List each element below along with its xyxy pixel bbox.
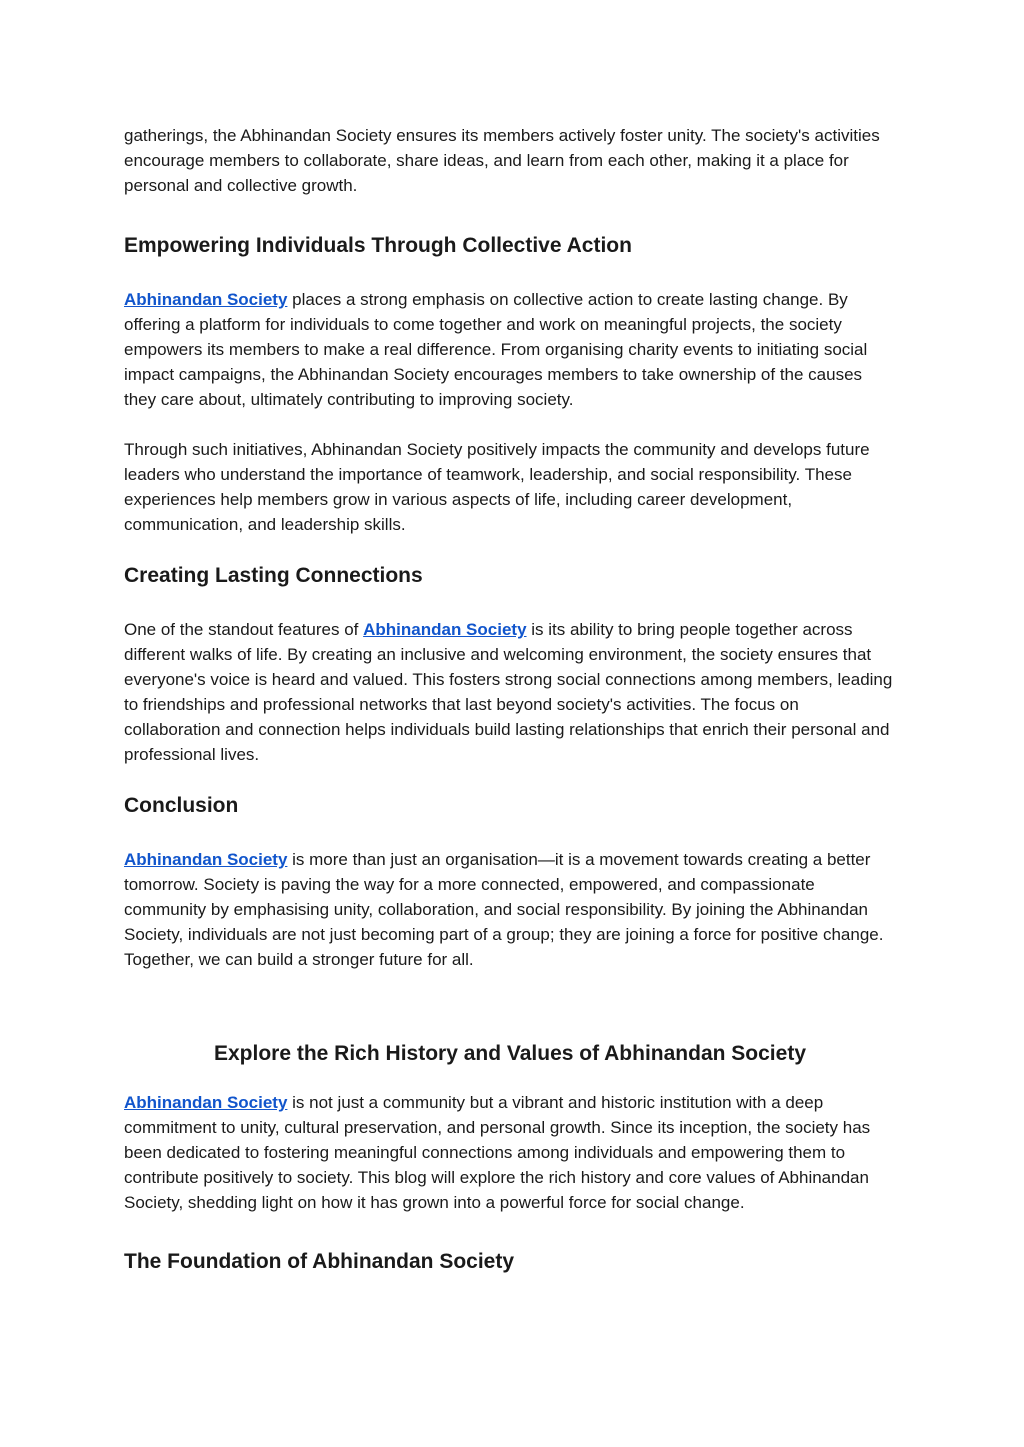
conclusion-paragraph [124,847,896,972]
article-title: Explore the Rich History and Values of Abhinandan Society [213,1042,806,1065]
abhinandan-society-link[interactable]: Abhinandan Society [124,1093,288,1112]
intro-paragraph: gatherings, the Abhinandan Society ensures its members actively foster unity. The society's activities encourage members to collaborate, share ideas, and learn from each other, making it a place for personal and collective growth. [124,126,880,195]
abhinandan-society-link[interactable]: Abhinandan Society [124,290,288,309]
connections-paragraph [124,617,896,767]
empowering-paragraph-1-text: places a strong emphasis on collective action to create lasting change. By offering a platform for individuals to come together and work on meaningful projects, the society empowers its members to make a real difference. From organising charity events to initiating social impact campaigns, the Abhinandan Society encourages members to take ownership of the causes they care about, ultimately contributing to improving society. [124,290,868,409]
heading-foundation: The Foundation of Abhinandan Society [124,1250,515,1273]
heading-connections: Creating Lasting Connections [124,564,423,587]
abhinandan-society-link[interactable]: Abhinandan Society [124,850,288,869]
empowering-paragraph-1 [124,287,896,412]
heading-empowering: Empowering Individuals Through Collective Action [124,234,632,257]
conclusion-paragraph-text: is more than just an organisation—it is a movement towards creating a better tomorrow. Society is paving the way for a more connected, empowered, and compassionate community by emphasising unity, collaboration, and social responsibility. By joining the Abhinandan Society, individuals are not just becoming part of a group; they are joining a force for positive change. Together, we can build a stronger future for all. [124,850,884,969]
empowering-paragraph-2: Through such initiatives, Abhinandan Society positively impacts the community and develops future leaders who understand the importance of teamwork, leadership, and social responsibility. These experiences help members grow in various aspects of life, including career development, communication, and leadership skills. [124,440,870,534]
abhinandan-society-link[interactable]: Abhinandan Society [363,620,527,639]
heading-conclusion: Conclusion [124,794,239,817]
history-paragraph-text: is not just a community but a vibrant and historic institution with a deep commitment to unity, cultural preservation, and personal growth. Since its inception, the society has been dedicated to fostering meaningful connections among individuals and empowering them to contribute positively to society. This blog will explore the rich history and core values of Abhinandan Society, shedding light on how it has grown into a powerful force for social change. [124,1093,871,1212]
history-paragraph [124,1090,896,1215]
connections-paragraph-text: is its ability to bring people together across different walks of life. By creating an inclusive and welcoming environment, the society ensures that everyone's voice is heard and valued. This fosters strong social connections among members, leading to friendships and professional networks that last beyond society's activities. The focus on collaboration and connection helps individuals build lasting relationships that enrich their personal and professional lives. [124,620,893,764]
connections-paragraph-lead: One of the standout features of [124,620,364,639]
